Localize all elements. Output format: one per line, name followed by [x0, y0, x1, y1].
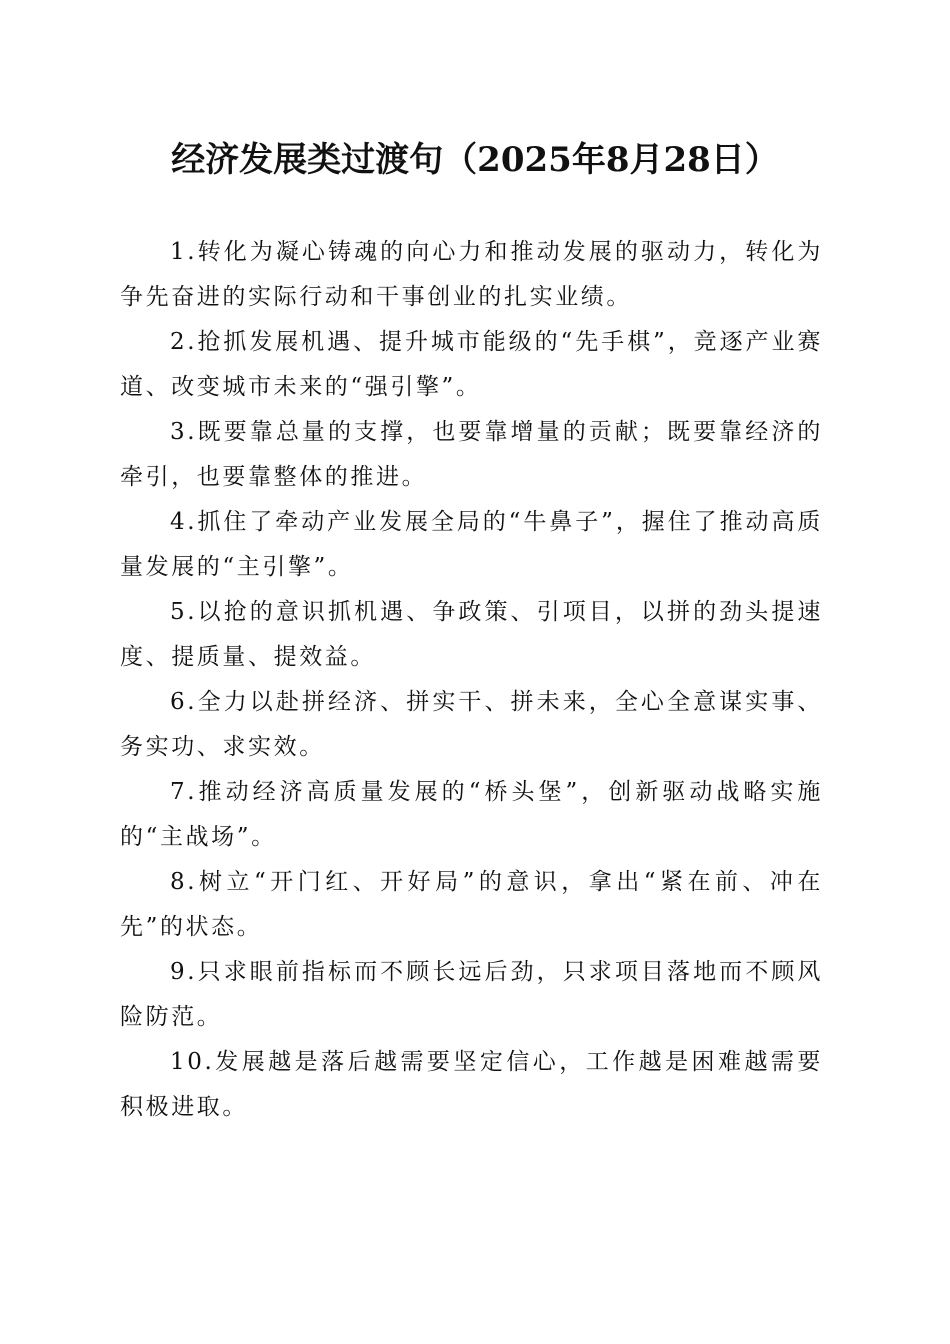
list-item: 9.只求眼前指标而不顾长远后劲，只求项目落地而不顾风险防范。: [120, 959, 823, 1030]
list-item: 3.既要靠总量的支撑，也要靠增量的贡献；既要靠经济的牵引，也要靠整体的推进。: [120, 419, 823, 490]
list-item: 1.转化为凝心铸魂的向心力和推动发展的驱动力，转化为争先奋进的实际行动和干事创业的扎实业绩。: [120, 239, 823, 310]
list-item: 6.全力以赴拼经济、拼实干、拼未来，全心全意谋实事、务实功、求实效。: [120, 689, 823, 760]
document-title: 经济发展类过渡句（2025年8月28日）: [171, 140, 779, 180]
list-item: 5.以抢的意识抓机遇、争政策、引项目，以拼的劲头提速度、提质量、提效益。: [120, 599, 823, 670]
list-item: 4.抓住了牵动产业发展全局的“牛鼻子”，握住了推动高质量发展的“主引擎”。: [120, 509, 823, 580]
list-item: 10.发展越是落后越需要坚定信心，工作越是困难越需要积极进取。: [120, 1049, 823, 1120]
list-item: 7.推动经济高质量发展的“桥头堡”，创新驱动战略实施的“主战场”。: [120, 779, 823, 850]
item-list: [120, 230, 823, 1130]
list-item: 8.树立“开门红、开好局”的意识，拿出“紧在前、冲在先”的状态。: [120, 869, 823, 940]
list-item: 2.抢抓发展机遇、提升城市能级的“先手棋”，竞逐产业赛道、改变城市未来的“强引擎”。: [120, 329, 823, 400]
